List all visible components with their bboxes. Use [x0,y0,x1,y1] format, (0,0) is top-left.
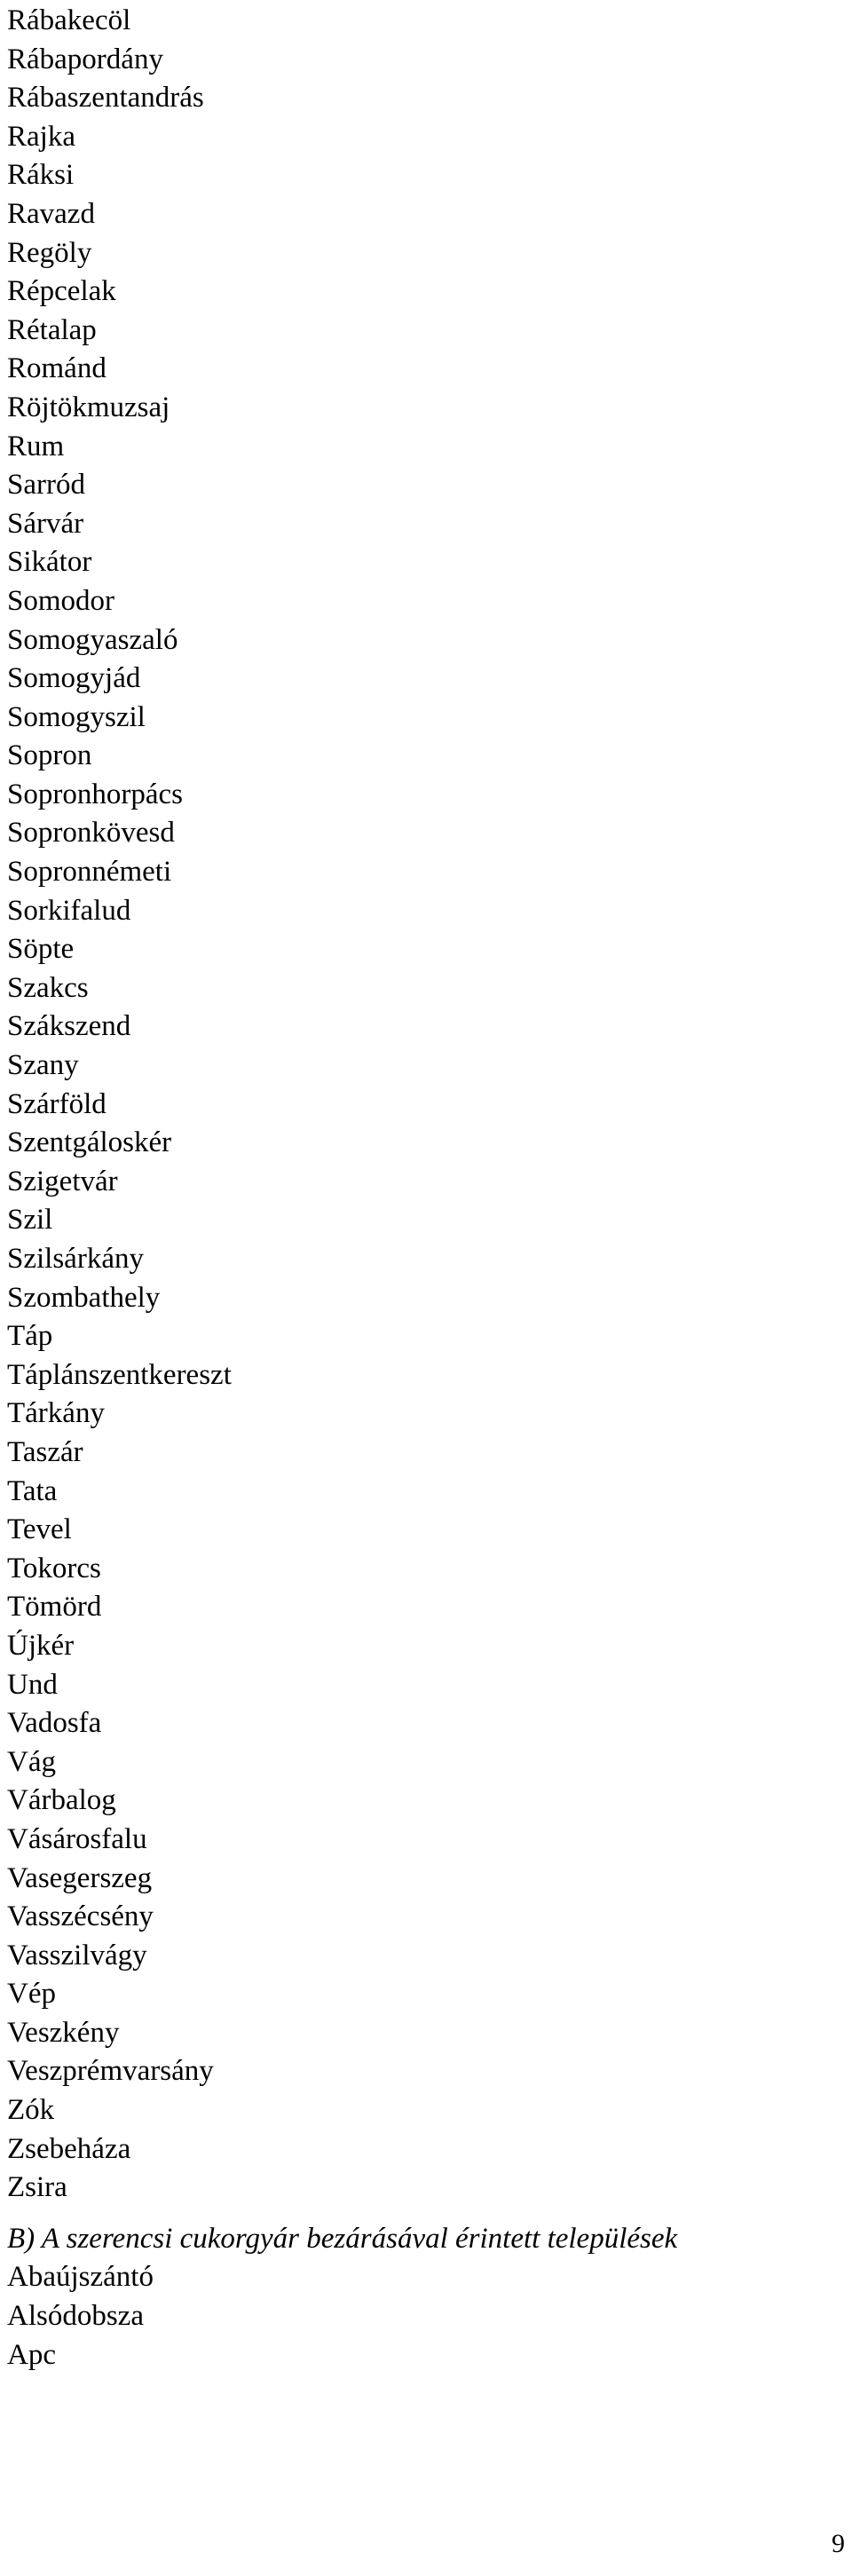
settlement-name: Somogyaszaló [7,623,178,656]
settlement-list-a [7,2,841,2208]
settlement-name: Sopronnémeti [7,856,172,889]
settlement-list [7,2,841,2375]
settlement-name: Tevel [7,1513,72,1546]
settlement-name: Vág [7,1745,56,1778]
settlement-name: Várbalog [7,1784,116,1817]
settlement-name: Söpte [7,933,75,966]
settlement-name: Sarród [7,469,85,502]
settlement-name: Somogyjád [7,662,141,695]
settlement-name: Vadosfa [7,1707,102,1740]
settlement-name: Abaújszántó [7,2261,154,2294]
settlement-name: Szárföld [7,1087,106,1120]
settlement-name: Vasszécsény [7,1900,154,1933]
settlement-name: Rábapordány [7,43,163,75]
page-number: 9 [832,2529,845,2558]
settlement-name: Veszkény [7,2016,120,2049]
settlement-name: Sopronhorpács [7,778,183,810]
settlement-list-b [7,2258,841,2375]
settlement-name: Somodor [7,584,115,617]
settlement-name: Táplánszentkereszt [7,1358,232,1391]
settlement-name: Románd [7,352,106,385]
settlement-name: Rábakecöl [7,4,131,36]
settlement-name: Szil [7,1204,53,1237]
settlement-name: Veszprémvarsány [7,2055,214,2088]
settlement-name: Tokorcs [7,1552,101,1584]
settlement-name: Rábaszentandrás [7,82,204,115]
settlement-name: Sopronkövesd [7,817,175,849]
settlement-name: Somogyszil [7,700,146,733]
settlement-name: Újkér [7,1629,75,1662]
settlement-name: Szany [7,1049,79,1082]
settlement-name: Sikátor [7,546,92,579]
settlement-name: Und [7,1668,58,1701]
settlement-name: Rétalap [7,313,97,346]
settlement-name: Ráksi [7,159,75,192]
settlement-name: Szákszend [7,1010,131,1043]
settlement-name: Zsebeháza [7,2132,131,2165]
settlement-name: Regöly [7,236,92,269]
settlement-name: Vasszilvágy [7,1939,147,1972]
settlement-name: Vásárosfalu [7,1822,147,1855]
settlement-name: Zók [7,2094,55,2127]
settlement-name: Zsira [7,2171,67,2204]
settlement-name: Sárvár [7,507,84,540]
settlement-name: Szombathely [7,1281,161,1314]
settlement-name: Taszár [7,1435,83,1468]
settlement-name: Rum [7,430,65,462]
settlement-name: Rajka [7,120,75,153]
settlement-name: Röjtökmuzsaj [7,391,170,423]
settlement-name: Szakcs [7,971,89,1004]
settlement-name: Apc [7,2338,56,2371]
settlement-name: Vasegerszeg [7,1861,153,1894]
settlement-name: Szilsárkány [7,1243,144,1275]
settlement-name: Szigetvár [7,1165,118,1197]
settlement-name: Táp [7,1320,53,1353]
settlement-name: Alsódobsza [7,2300,144,2333]
settlement-name: Ravazd [7,197,95,230]
settlement-name: Szentgáloskér [7,1126,172,1159]
settlement-name: Sorkifalud [7,894,131,927]
settlement-name: Tárkány [7,1397,105,1430]
settlement-name: Vép [7,1978,56,2011]
settlement-name: Répcelak [7,275,116,308]
settlement-name: Sopron [7,739,92,772]
settlement-name: Tömörd [7,1591,102,1624]
settlement-name: Tata [7,1474,58,1507]
section-b-heading: B) A szerencsi cukorgyár bezárásával érintett települések [7,2222,678,2255]
